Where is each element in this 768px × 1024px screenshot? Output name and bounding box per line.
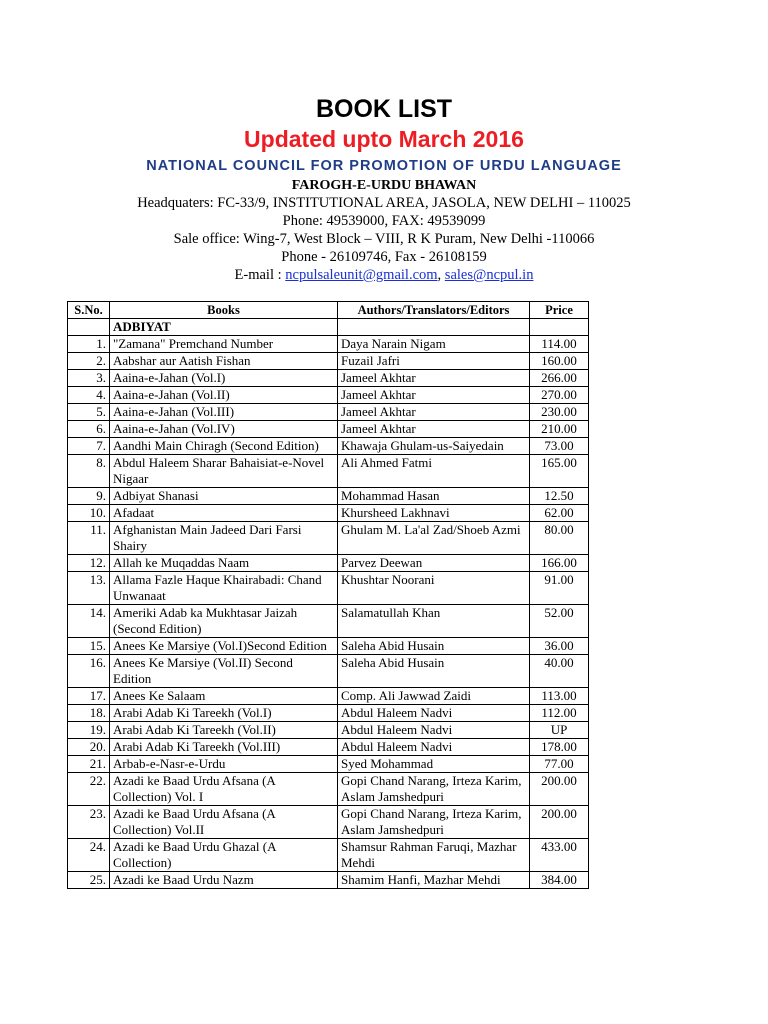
row-author: Daya Narain Nigam bbox=[338, 336, 530, 353]
table-row bbox=[68, 705, 589, 722]
row-author: Abdul Haleem Nadvi bbox=[338, 705, 530, 722]
building-name: FAROGH-E-URDU BHAWAN bbox=[291, 178, 477, 193]
row-author: Saleha Abid Husain bbox=[338, 638, 530, 655]
row-book-title: Arabi Adab Ki Tareekh (Vol.I) bbox=[110, 705, 338, 722]
row-price: 77.00 bbox=[530, 756, 589, 773]
row-price: 114.00 bbox=[530, 336, 589, 353]
row-author: Jameel Akhtar bbox=[338, 421, 530, 438]
sale-office-phone: Phone - 26109746, Fax - 26108159 bbox=[281, 249, 487, 265]
row-sno: 10. bbox=[68, 505, 110, 522]
page-subtitle: Updated upto March 2016 bbox=[244, 126, 524, 152]
headquarters-address: Headquaters: FC-33/9, INSTITUTIONAL AREA, JASOLA, NEW DELHI – 110025 bbox=[137, 195, 631, 211]
email-separator: , bbox=[437, 267, 445, 283]
section-price-cell bbox=[530, 319, 589, 336]
row-sno: 14. bbox=[68, 605, 110, 638]
table-row bbox=[68, 522, 589, 555]
row-price: 270.00 bbox=[530, 387, 589, 404]
email-link-saleunit[interactable]: ncpulsaleunit@gmail.com bbox=[285, 267, 438, 283]
row-sno: 3. bbox=[68, 370, 110, 387]
sale-office-address: Sale office: Wing-7, West Block – VIII, R K Puram, New Delhi -110066 bbox=[173, 231, 595, 247]
table-row bbox=[68, 438, 589, 455]
row-sno: 21. bbox=[68, 756, 110, 773]
row-author: Comp. Ali Jawwad Zaidi bbox=[338, 688, 530, 705]
row-sno: 18. bbox=[68, 705, 110, 722]
table-row bbox=[68, 739, 589, 756]
row-price: 73.00 bbox=[530, 438, 589, 455]
table-row bbox=[68, 421, 589, 438]
row-sno: 23. bbox=[68, 806, 110, 839]
table-row bbox=[68, 455, 589, 488]
row-author: Saleha Abid Husain bbox=[338, 655, 530, 688]
row-price: 200.00 bbox=[530, 773, 589, 806]
table-row bbox=[68, 572, 589, 605]
table-header-row bbox=[68, 302, 589, 319]
row-book-title: "Zamana" Premchand Number bbox=[110, 336, 338, 353]
row-book-title: Allama Fazle Haque Khairabadi: Chand Unwanaat bbox=[110, 572, 338, 605]
row-book-title: Anees Ke Marsiye (Vol.II) Second Edition bbox=[110, 655, 338, 688]
row-price: 178.00 bbox=[530, 739, 589, 756]
row-author: Jameel Akhtar bbox=[338, 370, 530, 387]
row-price: 266.00 bbox=[530, 370, 589, 387]
book-list-table bbox=[67, 301, 589, 889]
table-row bbox=[68, 806, 589, 839]
row-price: 112.00 bbox=[530, 705, 589, 722]
row-book-title: Arbab-e-Nasr-e-Urdu bbox=[110, 756, 338, 773]
table-row bbox=[68, 872, 589, 889]
table-row bbox=[68, 555, 589, 572]
row-author: Shamim Hanfi, Mazhar Mehdi bbox=[338, 872, 530, 889]
table-row bbox=[68, 336, 589, 353]
row-sno: 19. bbox=[68, 722, 110, 739]
row-book-title: Arabi Adab Ki Tareekh (Vol.III) bbox=[110, 739, 338, 756]
row-book-title: Afghanistan Main Jadeed Dari Farsi Shairy bbox=[110, 522, 338, 555]
table-row bbox=[68, 505, 589, 522]
row-book-title: Azadi ke Baad Urdu Nazm bbox=[110, 872, 338, 889]
row-price: 113.00 bbox=[530, 688, 589, 705]
row-author: Salamatullah Khan bbox=[338, 605, 530, 638]
row-sno: 2. bbox=[68, 353, 110, 370]
row-author: Abdul Haleem Nadvi bbox=[338, 722, 530, 739]
section-sno-cell bbox=[68, 319, 110, 336]
row-book-title: Adbiyat Shanasi bbox=[110, 488, 338, 505]
page-title: BOOK LIST bbox=[315, 95, 453, 123]
row-price: 52.00 bbox=[530, 605, 589, 638]
row-price: 36.00 bbox=[530, 638, 589, 655]
row-book-title: Azadi ke Baad Urdu Afsana (A Collection) Vol. I bbox=[110, 773, 338, 806]
section-row bbox=[68, 319, 589, 336]
table-row bbox=[68, 722, 589, 739]
row-author: Parvez Deewan bbox=[338, 555, 530, 572]
row-book-title: Arabi Adab Ki Tareekh (Vol.II) bbox=[110, 722, 338, 739]
row-author: Khawaja Ghulam-us-Saiyedain bbox=[338, 438, 530, 455]
row-author: Khursheed Lakhnavi bbox=[338, 505, 530, 522]
email-line bbox=[0, 266, 768, 284]
row-author: Gopi Chand Narang, Irteza Karim, Aslam Jamshedpuri bbox=[338, 773, 530, 806]
section-heading: ADBIYAT bbox=[110, 319, 338, 336]
row-price: 165.00 bbox=[530, 455, 589, 488]
email-label: E-mail : bbox=[234, 267, 286, 283]
table-row bbox=[68, 404, 589, 421]
table-row bbox=[68, 773, 589, 806]
row-price: 160.00 bbox=[530, 353, 589, 370]
table-row bbox=[68, 839, 589, 872]
column-header-sno: S.No. bbox=[68, 302, 110, 319]
row-price: 200.00 bbox=[530, 806, 589, 839]
organization-name: NATIONAL COUNCIL FOR PROMOTION OF URDU LANGUAGE bbox=[146, 158, 622, 174]
column-header-books: Books bbox=[110, 302, 338, 319]
row-sno: 5. bbox=[68, 404, 110, 421]
table-row bbox=[68, 655, 589, 688]
row-sno: 24. bbox=[68, 839, 110, 872]
email-link-sales[interactable]: sales@ncpul.in bbox=[444, 267, 534, 283]
row-author: Syed Mohammad bbox=[338, 756, 530, 773]
row-book-title: Aaina-e-Jahan (Vol.II) bbox=[110, 387, 338, 404]
row-price: 40.00 bbox=[530, 655, 589, 688]
row-book-title: Abdul Haleem Sharar Bahaisiat-e-Novel Nigaar bbox=[110, 455, 338, 488]
row-book-title: Afadaat bbox=[110, 505, 338, 522]
row-price: 384.00 bbox=[530, 872, 589, 889]
row-book-title: Anees Ke Salaam bbox=[110, 688, 338, 705]
row-sno: 17. bbox=[68, 688, 110, 705]
row-book-title: Aaina-e-Jahan (Vol.I) bbox=[110, 370, 338, 387]
table-row bbox=[68, 370, 589, 387]
table-row bbox=[68, 488, 589, 505]
row-price: UP bbox=[530, 722, 589, 739]
row-price: 210.00 bbox=[530, 421, 589, 438]
row-book-title: Aaina-e-Jahan (Vol.IV) bbox=[110, 421, 338, 438]
row-sno: 22. bbox=[68, 773, 110, 806]
headquarters-phone: Phone: 49539000, FAX: 49539099 bbox=[282, 213, 486, 229]
row-author: Gopi Chand Narang, Irteza Karim, Aslam Jamshedpuri bbox=[338, 806, 530, 839]
row-sno: 20. bbox=[68, 739, 110, 756]
row-author: Shamsur Rahman Faruqi, Mazhar Mehdi bbox=[338, 839, 530, 872]
row-price: 12.50 bbox=[530, 488, 589, 505]
row-sno: 15. bbox=[68, 638, 110, 655]
row-author: Jameel Akhtar bbox=[338, 387, 530, 404]
row-book-title: Allah ke Muqaddas Naam bbox=[110, 555, 338, 572]
row-author: Khushtar Noorani bbox=[338, 572, 530, 605]
table-row bbox=[68, 756, 589, 773]
row-sno: 12. bbox=[68, 555, 110, 572]
row-author: Ghulam M. La'al Zad/Shoeb Azmi bbox=[338, 522, 530, 555]
table-row bbox=[68, 638, 589, 655]
row-author: Jameel Akhtar bbox=[338, 404, 530, 421]
row-book-title: Anees Ke Marsiye (Vol.I)Second Edition bbox=[110, 638, 338, 655]
row-sno: 13. bbox=[68, 572, 110, 605]
row-price: 91.00 bbox=[530, 572, 589, 605]
row-sno: 1. bbox=[68, 336, 110, 353]
row-sno: 11. bbox=[68, 522, 110, 555]
row-sno: 25. bbox=[68, 872, 110, 889]
table-row bbox=[68, 688, 589, 705]
row-sno: 8. bbox=[68, 455, 110, 488]
row-sno: 9. bbox=[68, 488, 110, 505]
row-book-title: Azadi ke Baad Urdu Afsana (A Collection) Vol.II bbox=[110, 806, 338, 839]
row-book-title: Aaina-e-Jahan (Vol.III) bbox=[110, 404, 338, 421]
row-book-title: Aandhi Main Chiragh (Second Edition) bbox=[110, 438, 338, 455]
row-book-title: Azadi ke Baad Urdu Ghazal (A Collection) bbox=[110, 839, 338, 872]
row-sno: 4. bbox=[68, 387, 110, 404]
row-author: Abdul Haleem Nadvi bbox=[338, 739, 530, 756]
column-header-price: Price bbox=[530, 302, 589, 319]
row-price: 230.00 bbox=[530, 404, 589, 421]
row-price: 166.00 bbox=[530, 555, 589, 572]
row-book-title: Ameriki Adab ka Mukhtasar Jaizah (Second Edition) bbox=[110, 605, 338, 638]
row-sno: 6. bbox=[68, 421, 110, 438]
row-price: 80.00 bbox=[530, 522, 589, 555]
table-row bbox=[68, 353, 589, 370]
row-price: 62.00 bbox=[530, 505, 589, 522]
column-header-authors: Authors/Translators/Editors bbox=[338, 302, 530, 319]
row-sno: 7. bbox=[68, 438, 110, 455]
row-author: Mohammad Hasan bbox=[338, 488, 530, 505]
section-author-cell bbox=[338, 319, 530, 336]
row-author: Fuzail Jafri bbox=[338, 353, 530, 370]
table-row bbox=[68, 387, 589, 404]
table-row bbox=[68, 605, 589, 638]
row-author: Ali Ahmed Fatmi bbox=[338, 455, 530, 488]
row-book-title: Aabshar aur Aatish Fishan bbox=[110, 353, 338, 370]
row-sno: 16. bbox=[68, 655, 110, 688]
row-price: 433.00 bbox=[530, 839, 589, 872]
